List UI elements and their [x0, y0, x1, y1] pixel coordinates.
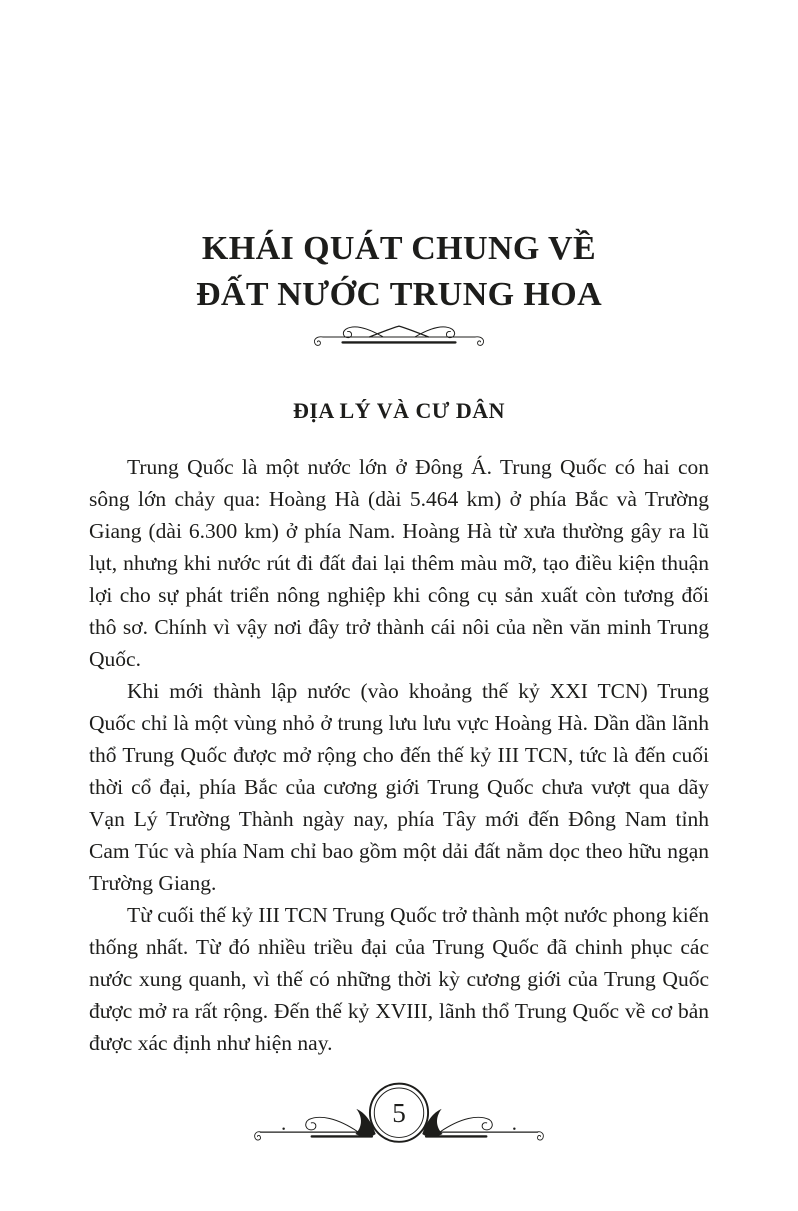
body-text — [89, 451, 709, 1059]
body-paragraph-2: Khi mới thành lập nước (vào khoảng thế kỷ XXI TCN) Trung Quốc chỉ là một vùng nhỏ ở trung lưu lưu vực Hoàng Hà. Dần dần lãnh thổ Trung Quốc được mở rộng cho đến thế kỷ III TCN, tức là đến cuối thời cổ đại, phía Bắc của cương giới Trung Quốc chưa vượt qua dãy Vạn Lý Trường Thành ngày nay, phía Tây mới đến Đông Nam tỉnh Cam Túc và phía Nam chỉ bao gồm một dải đất nằm dọc theo hữu ngạn Trường Giang. — [89, 679, 709, 895]
body-paragraph-3: Từ cuối thế kỷ III TCN Trung Quốc trở thành một nước phong kiến thống nhất. Từ đó nhiều triều đại của Trung Quốc đã chinh phục các nước xung quanh, vì thế có những thời kỳ cương giới của Trung Quốc được mở ra rất rộng. Đến thế kỷ XVIII, lãnh thổ Trung Quốc về cơ bản được xác định như hiện nay. — [89, 903, 709, 1055]
chapter-title-line-1: KHÁI QUÁT CHUNG VỀ — [201, 230, 597, 267]
flourish-divider-icon — [0, 321, 798, 351]
chapter-title — [0, 226, 798, 318]
section-heading: ĐỊA LÝ VÀ CƯ DÂN — [292, 398, 506, 423]
page-number-medallion-icon — [0, 1072, 798, 1167]
page-number: 5 — [392, 1097, 406, 1128]
chapter-title-line-2: ĐẤT NƯỚC TRUNG HOA — [195, 276, 603, 313]
body-paragraph-1: Trung Quốc là một nước lớn ở Đông Á. Trung Quốc có hai con sông lớn chảy qua: Hoàng Hà (dài 5.464 km) ở phía Bắc và Trường Giang (dài 6.300 km) ở phía Nam. Hoàng Hà từ xưa thường gây ra lũ lụt, nhưng khi nước rút đi đất đai lại thêm màu mỡ, tạo điều kiện thuận lợi cho sự phát triển nông nghiệp khi công cụ sản xuất còn tương đối thô sơ. Chính vì vậy nơi đây trở thành cái nôi của nền văn minh Trung Quốc. — [89, 455, 709, 671]
